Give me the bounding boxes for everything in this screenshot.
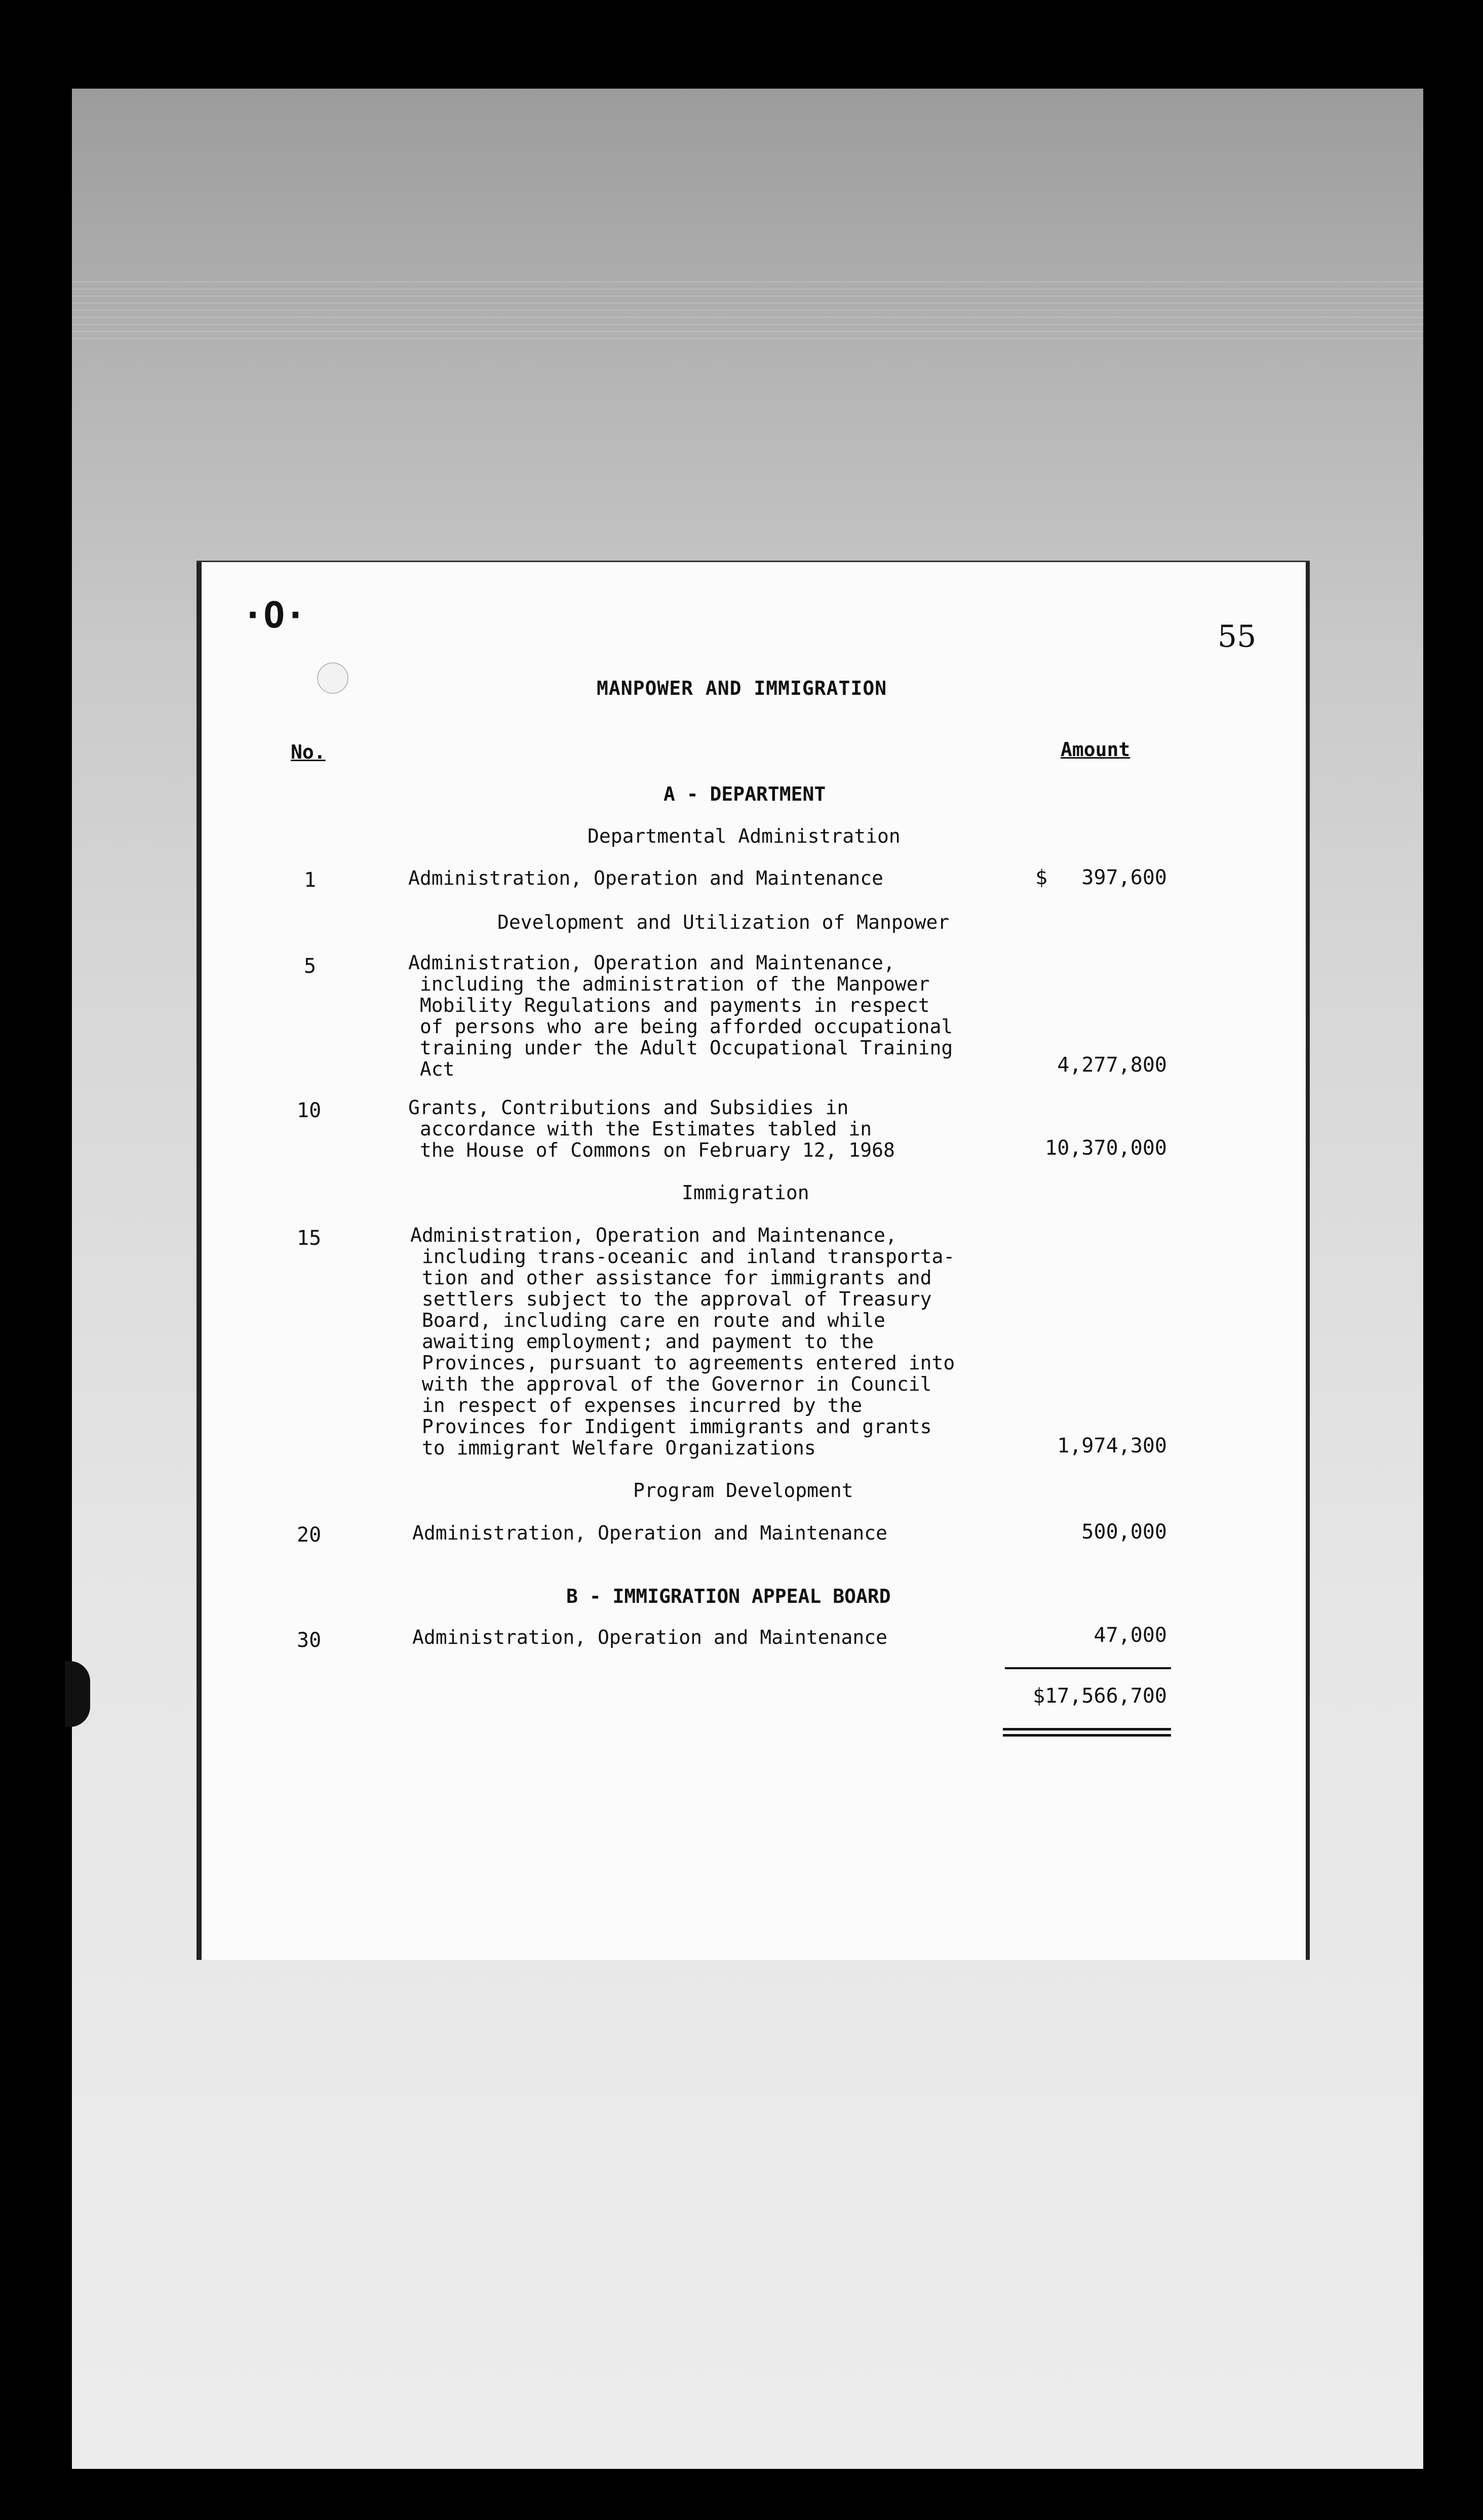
item-description: Grants, Contributions and Subsidies in accordance with the Estimates tabled in the House of Commons on February 12, 1968 — [408, 1096, 895, 1161]
subtotal-rule — [1005, 1667, 1171, 1669]
currency-symbol: $ — [1035, 866, 1048, 889]
subheading-program-development: Program Development — [633, 1479, 853, 1502]
subheading-immigration: Immigration — [682, 1182, 809, 1204]
item-amount: 397,600 — [1081, 866, 1167, 889]
section-heading-b: B - IMMIGRATION APPEAL BOARD — [566, 1585, 891, 1607]
item-amount: 500,000 — [1081, 1520, 1167, 1544]
item-amount: 10,370,000 — [1045, 1136, 1167, 1160]
item-description: Administration, Operation and Maintenance, including trans-oceanic and inland transporta- tion and other assistance for immigrants and settlers subject to the approval of Treasury Board, including care en route and while awaiting employment; and payment to the Provinces, pursuant to agreements entered into with the approval of the Governor in Council in respect of expenses incurred by the Provinces for Indigent immigrants and grants to immigrant Welfare Organizations — [410, 1224, 955, 1459]
item-amount: 1,974,300 — [1057, 1434, 1167, 1458]
subheading-development: Development and Utilization of Manpower — [497, 911, 950, 933]
corner-mark: ·O· — [242, 595, 306, 636]
item-description: Administration, Operation and Maintenance — [412, 1522, 887, 1544]
column-header-no: No. — [291, 741, 326, 763]
item-number: 15 — [297, 1227, 322, 1250]
page-number: 55 — [1218, 619, 1257, 654]
item-description: Administration, Operation and Maintenance, including the administration of the Manpower Mobility Regulations and payments in respect of persons who are being afforded occupational training under the Adult Occupational Training Act — [408, 952, 953, 1080]
hole-punch-mark — [317, 662, 348, 694]
page-title: MANPOWER AND IMMIGRATION — [597, 677, 887, 699]
item-number: 10 — [297, 1099, 322, 1122]
item-number: 1 — [304, 869, 317, 892]
item-amount: 4,277,800 — [1057, 1053, 1167, 1077]
total-double-rule-bottom — [1003, 1734, 1171, 1737]
item-description: Administration, Operation and Maintenance — [412, 1626, 887, 1648]
item-number: 20 — [297, 1523, 322, 1547]
item-description: Administration, Operation and Maintenance — [408, 867, 883, 889]
column-header-amount: Amount — [1061, 738, 1130, 761]
total-double-rule-top — [1003, 1728, 1171, 1730]
item-number: 30 — [297, 1629, 322, 1652]
section-heading-a: A - DEPARTMENT — [664, 783, 826, 805]
binder-punch-hole — [65, 1661, 90, 1727]
item-amount: 47,000 — [1094, 1624, 1167, 1647]
subheading-departmental-administration: Departmental Administration — [588, 825, 901, 847]
grand-total: $17,566,700 — [1033, 1684, 1167, 1708]
item-number: 5 — [304, 955, 317, 978]
